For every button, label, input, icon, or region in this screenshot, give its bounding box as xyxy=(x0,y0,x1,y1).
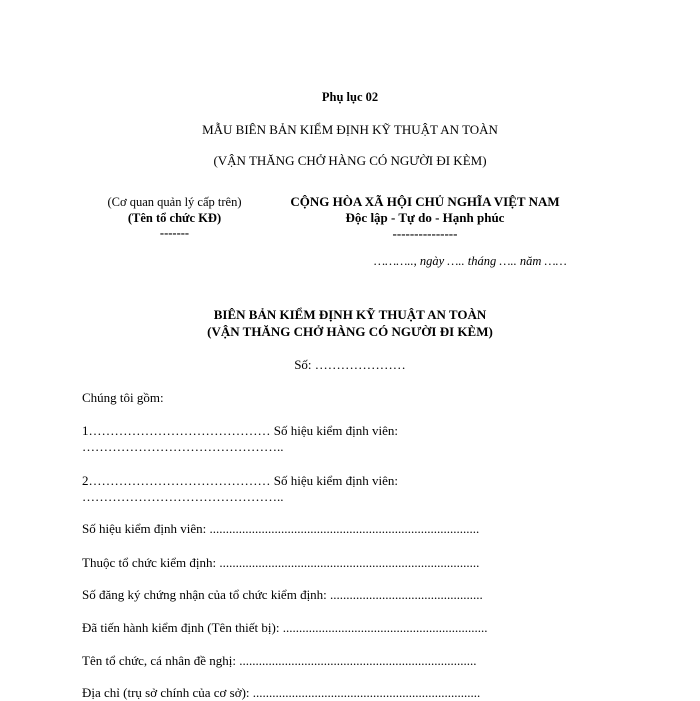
inspector-line-cont: ……………………………………….. xyxy=(82,489,284,504)
field-requester: Tên tổ chức, cá nhân đề nghị: ......................................................................... xyxy=(82,653,477,668)
field-registration: Số đăng ký chứng nhận của tổ chức kiểm định: ............................................... xyxy=(82,587,483,602)
form-title: MẪU BIÊN BẢN KIỂM ĐỊNH KỸ THUẬT AN TOÀN xyxy=(202,122,498,137)
motto: Độc lập - Tự do - Hạnh phúc xyxy=(345,210,505,225)
nation-title: CỘNG HÒA XÃ HỘI CHỦ NGHĨA VIỆT NAM xyxy=(290,194,560,209)
right-header xyxy=(275,194,575,242)
field-inspector-id: Số hiệu kiểm định viên: ................................................................................... xyxy=(82,521,480,536)
left-header xyxy=(92,195,257,241)
form-subtitle: (VẬN THĂNG CHỞ HÀNG CÓ NGƯỜI ĐI KÈM) xyxy=(213,153,487,168)
inspector-2 xyxy=(82,473,398,505)
inspector-line-cont: ……………………………………….. xyxy=(82,439,284,454)
field-address: Địa chỉ (trụ sở chính của cơ sở): ...................................................................... xyxy=(82,685,481,700)
right-divider: --------------- xyxy=(392,226,458,241)
org-label: (Tên tổ chức KĐ) xyxy=(127,211,222,225)
doc-title: BIÊN BẢN KIỂM ĐỊNH KỸ THUẬT AN TOÀN xyxy=(213,307,487,322)
date-line: ……….., ngày ….. tháng ….. năm …… xyxy=(374,254,567,268)
field-equipment: Đã tiến hành kiểm định (Tên thiết bị): ............................................................... xyxy=(82,620,488,635)
doc-subtitle: (VẬN THĂNG CHỞ HÀNG CÓ NGƯỜI ĐI KÈM) xyxy=(207,324,493,339)
inspector-line: 2…………………………………… Số hiệu kiểm định viên: xyxy=(82,473,398,488)
annex-label: Phụ lục 02 xyxy=(321,90,379,104)
field-organization: Thuộc tổ chức kiểm định: ................................................................................ xyxy=(82,555,480,570)
inspector-1 xyxy=(82,423,398,455)
agency-label: (Cơ quan quản lý cấp trên) xyxy=(107,195,242,209)
left-divider: ------- xyxy=(159,226,190,240)
inspector-line: 1…………………………………… Số hiệu kiểm định viên: xyxy=(82,423,398,438)
intro-text: Chúng tôi gồm: xyxy=(82,390,164,405)
document-number: Số: ………………… xyxy=(294,357,406,372)
